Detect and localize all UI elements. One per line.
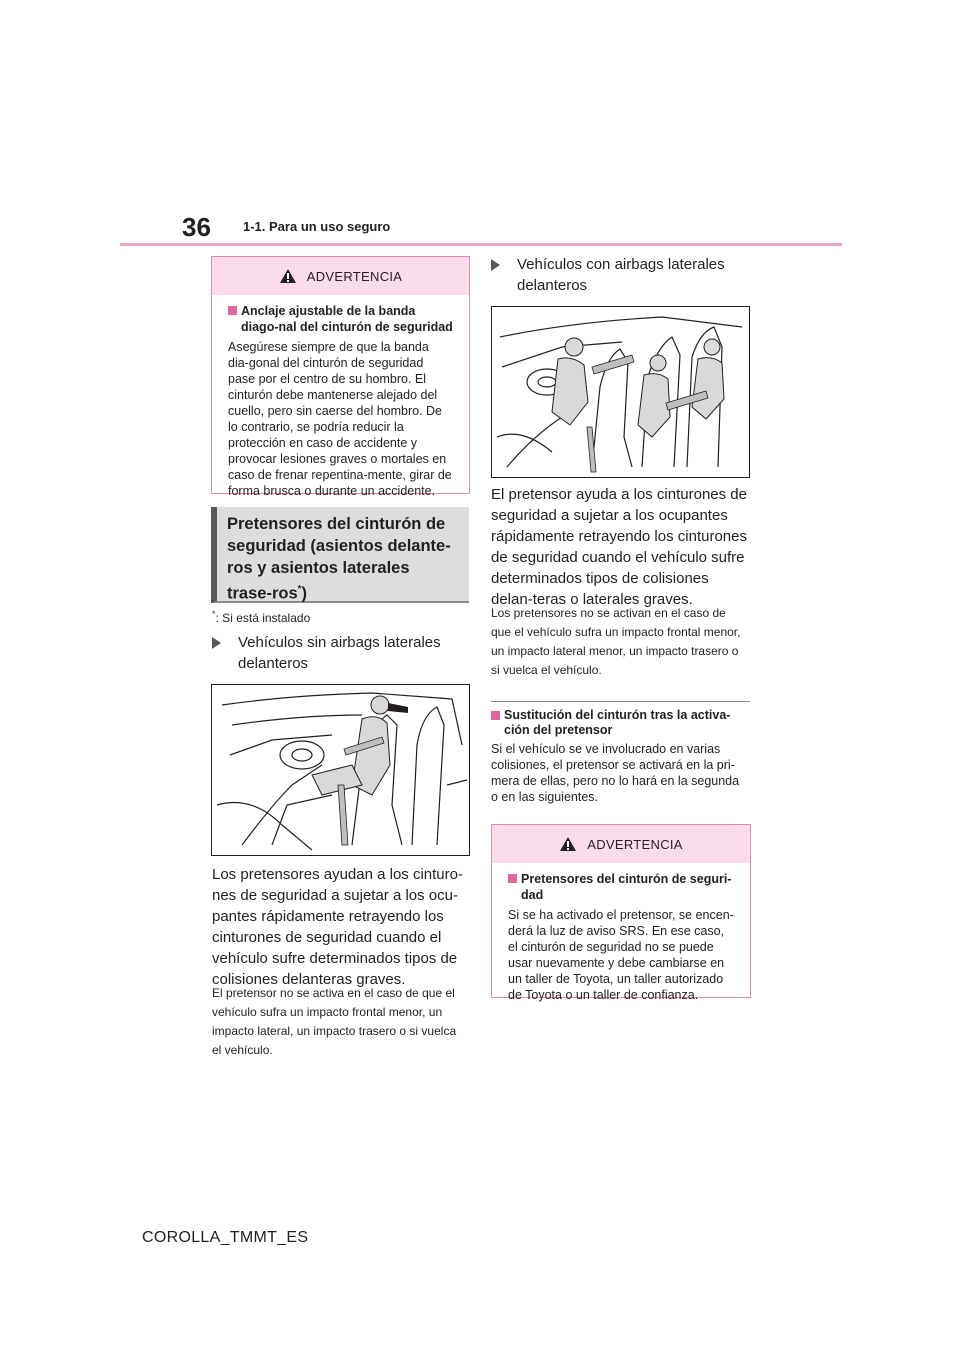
right-body-paragraph: El pretensor ayuda a los cinturones de seguridad a sujetar a los ocupantes rápidamente retrayendo los cinturones de seguridad cuando el vehículo sufre determinados tipos de colisiones delan-teras o laterales graves.	[491, 486, 747, 608]
bullet-with-side-airbags	[491, 254, 741, 296]
banner-heading: Pretensores del cinturón de seguridad (asientos delante-ros y asientos laterales trase-ros	[227, 515, 451, 603]
square-bullet-icon	[491, 711, 500, 720]
illustration-car-without-side-airbags	[211, 684, 470, 856]
warning-title: ADVERTENCIA	[306, 268, 403, 284]
triangle-bullet-icon	[491, 259, 509, 271]
warning-header	[212, 257, 469, 295]
warning-text: Si se ha activado el pretensor, se encen-derá la luz de aviso SRS. En ese caso, el cinturón de seguridad no se puede usar nuevamente y debe cambiarse en un taller de Toyota, un taller autorizado de Toyota o un taller de confianza.	[508, 908, 734, 1002]
header-divider	[120, 243, 842, 246]
warning-box-seatbelt-anchor	[211, 256, 470, 498]
subsection-title: Sustitución del cinturón tras la activa-ción del pretensor	[504, 708, 731, 737]
warning-header	[492, 825, 750, 863]
section-banner-pretensioners	[211, 507, 469, 603]
page-number: 36	[182, 212, 211, 242]
bullet-label: Vehículos sin airbags laterales delanteros	[238, 634, 441, 672]
car-interior-seatbelt-illustration	[212, 685, 469, 855]
illustration-car-with-side-airbags	[491, 306, 750, 478]
footnote	[212, 609, 310, 625]
section-title: 1-1. Para un uso seguro	[243, 219, 391, 234]
square-bullet-icon	[508, 874, 517, 883]
car-interior-airbag-illustration	[492, 307, 749, 477]
footnote-asterisk: *	[212, 609, 216, 619]
document-code: COROLLA_TMMT_ES	[142, 1229, 309, 1246]
warning-title: ADVERTENCIA	[587, 836, 683, 852]
bullet-label: Vehículos con airbags laterales delanteros	[517, 256, 725, 294]
square-bullet-icon	[228, 306, 237, 315]
triangle-bullet-icon	[212, 637, 230, 649]
bullet-no-side-airbags	[212, 632, 462, 674]
left-body-paragraph: Los pretensores ayudan a los cinturo-nes de seguridad a sujetar a los ocu-pantes rápidamente retrayendo los cinturones de seguridad cuando el vehículo sufre determinados tipos de colisiones delanteras graves.	[212, 866, 463, 988]
subsection-divider	[491, 701, 750, 702]
banner-heading-close: )	[301, 584, 308, 603]
right-note: Los pretensores no se activan en el caso de que el vehículo sufra un impacto frontal menor, un impacto lateral menor, un impacto trasero o si vuelca el vehículo.	[491, 606, 741, 677]
warning-triangle-icon	[279, 268, 297, 284]
warning-subtitle: Pretensores del cinturón de seguri-dad	[521, 872, 732, 902]
warning-text: Asegúrese siempre de que la banda dia-gonal del cinturón de seguridad pase por el centro de su hombro. El cinturón debe mantenerse alejado del cuello, pero sin caerse del hombro. De lo contrario, se podría reducir la protección en caso de accidente y provocar lesiones graves o mortales en caso de frenar repentina-mente, girar de forma brusca o durante un accidente.	[228, 340, 452, 498]
banner-asterisk: *	[297, 584, 302, 595]
warning-subtitle: Anclaje ajustable de la banda diago-nal del cinturón de seguridad	[241, 304, 453, 334]
warning-box-pretensioners	[491, 824, 751, 1002]
left-note: El pretensor no se activa en el caso de que el vehículo sufra un impacto frontal menor, un impacto lateral, un impacto trasero o si vuelca el vehículo.	[212, 986, 457, 1057]
subsection-heading-replacement	[491, 708, 746, 738]
footnote-text: : Si está instalado	[215, 611, 311, 625]
replacement-text: Si el vehículo se ve involucrado en varias colisiones, el pretensor se activará en la pri-mera de ellas, pero no lo hará en la segunda o en las siguientes.	[491, 742, 740, 804]
warning-triangle-icon	[559, 836, 577, 852]
